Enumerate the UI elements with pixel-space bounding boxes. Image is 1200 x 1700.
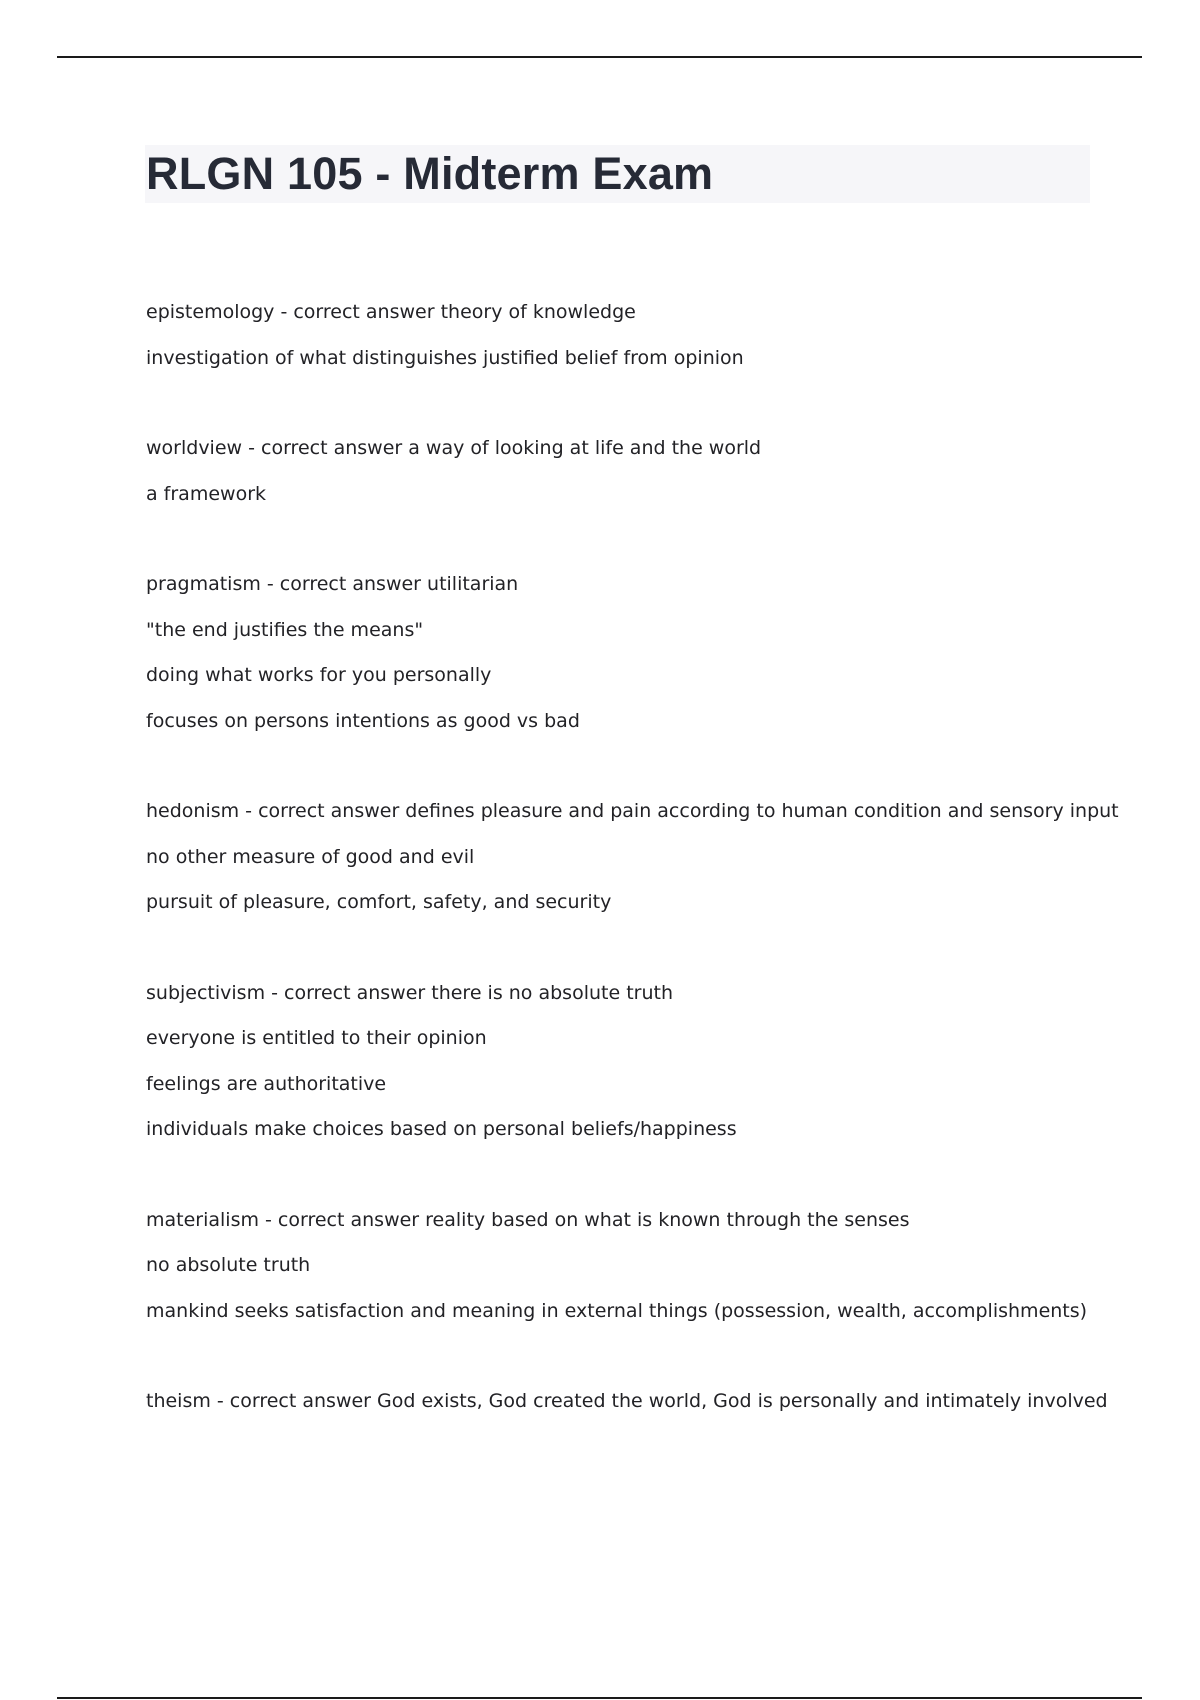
entry-worldview: [146, 426, 1106, 517]
entry-line: subjectivism - correct answer there is no absolute truth: [146, 981, 673, 1004]
entry-line: pursuit of pleasure, comfort, safety, and security: [146, 891, 612, 913]
flashcard-list: [146, 290, 1119, 1470]
entry-line: epistemology - correct answer theory of knowledge: [146, 301, 636, 323]
entry-pragmatism: [146, 562, 1106, 744]
entry-subjectivism: [146, 971, 1106, 1153]
entry-line: no absolute truth: [146, 1254, 311, 1276]
entry-line: individuals make choices based on personal beliefs/happiness: [146, 1118, 737, 1140]
document-title: RLGN 105 - Midterm Exam: [146, 148, 714, 199]
entry-line: investigation of what distinguishes justified belief from opinion: [146, 346, 744, 369]
entry-line: no other measure of good and evil: [146, 845, 475, 868]
entry-materialism: [146, 1198, 1106, 1335]
entry-line: worldview - correct answer a way of looking at life and the world: [146, 437, 762, 459]
entry-line: mankind seeks satisfaction and meaning in external things (possession, wealth, accomplishments): [146, 1299, 1088, 1322]
entry-line: feelings are authoritative: [146, 1072, 387, 1095]
entry-line: materialism - correct answer reality based on what is known through the senses: [146, 1208, 910, 1231]
entry-line: everyone is entitled to their opinion: [146, 1027, 487, 1049]
entry-theism: [146, 1379, 1106, 1425]
entry-line: theism - correct answer God exists, God created the world, God is personally and intimately involved: [146, 1390, 1108, 1412]
entry-epistemology: [146, 290, 1106, 381]
entry-hedonism: [146, 789, 1119, 926]
entry-line: "the end justifies the means": [146, 618, 424, 641]
header-rule: [57, 56, 1142, 58]
entry-line: focuses on persons intentions as good vs bad: [146, 709, 580, 732]
entry-line: doing what works for you personally: [146, 664, 492, 686]
entry-line: a framework: [146, 482, 267, 505]
entry-line: pragmatism - correct answer utilitarian: [146, 573, 519, 595]
footer-rule: [57, 1697, 1142, 1699]
entry-line: hedonism - correct answer defines pleasure and pain according to human condition and sensory input: [146, 800, 1119, 822]
